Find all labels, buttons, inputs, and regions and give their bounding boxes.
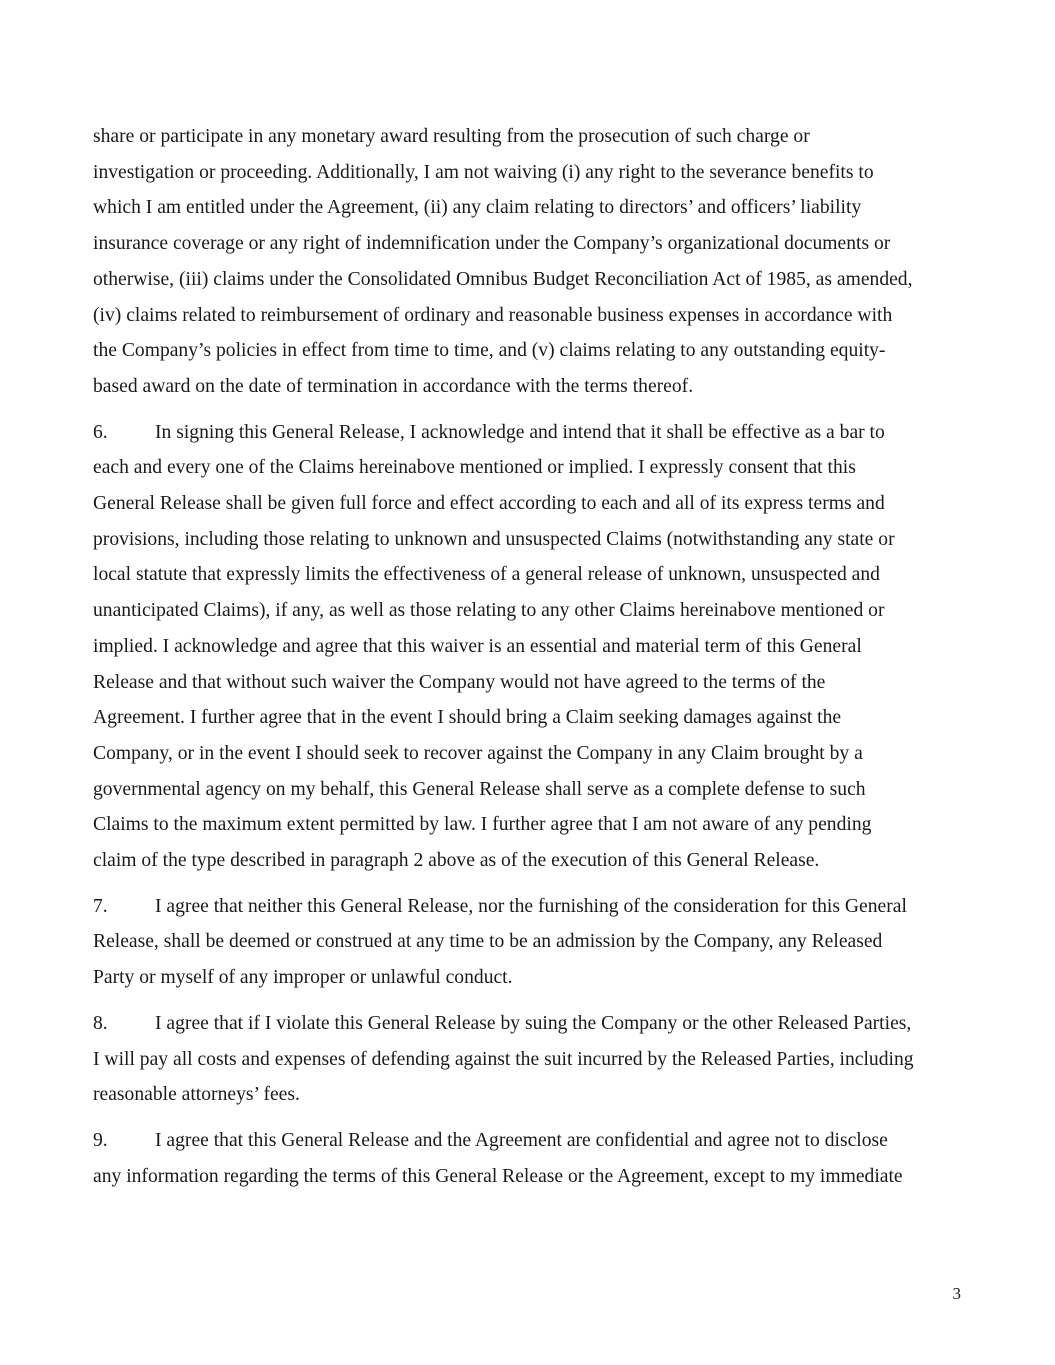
text-line-content: I agree that this General Release and the Agreement are confidential and agree not to disclose (155, 1129, 888, 1151)
text-line (93, 1006, 965, 1042)
text-line: investigation or proceeding. Additionally, I am not waiving (i) any right to the severance benefits to (93, 161, 874, 183)
text-line-content: I agree that neither this General Release, nor the furnishing of the consideration for this General (155, 895, 907, 917)
text-line: based award on the date of termination in accordance with the terms thereof. (93, 375, 694, 397)
text-line (93, 415, 965, 451)
text-line: the Company’s policies in effect from time to time, and (v) claims relating to any outstanding equity- (93, 340, 886, 362)
text-line: Agreement. I further agree that in the event I should bring a Claim seeking damages against the (93, 707, 842, 729)
paragraph-number: 7. (93, 895, 108, 917)
text-line: implied. I acknowledge and agree that this waiver is an essential and material term of this General (93, 635, 862, 657)
text-line: governmental agency on my behalf, this General Release shall serve as a complete defense to such (93, 778, 866, 800)
text-line: Company, or in the event I should seek to recover against the Company in any Claim brought by a (93, 742, 863, 764)
page-number: 3 (952, 1284, 961, 1303)
text-line (93, 1123, 965, 1159)
text-line: Release and that without such waiver the Company would not have agreed to the terms of the (93, 671, 826, 693)
text-line: insurance coverage or any right of indemnification under the Company’s organizational documents or (93, 233, 891, 255)
text-line: reasonable attorneys’ fees. (93, 1084, 300, 1106)
text-line: General Release shall be given full force and effect according to each and all of its express terms and (93, 493, 885, 515)
paragraph-number: 9. (93, 1129, 108, 1151)
text-line-content: I agree that if I violate this General Release by suing the Company or the other Released Parties, (155, 1012, 912, 1034)
text-line: local statute that expressly limits the effectiveness of a general release of unknown, unsuspected and (93, 564, 880, 586)
text-line: share or participate in any monetary award resulting from the prosecution of such charge or (93, 126, 810, 147)
text-line-content: In signing this General Release, I acknowledge and intend that it shall be effective as a bar to (155, 421, 885, 443)
text-line: unanticipated Claims), if any, as well as those relating to any other Claims hereinabove mentioned or (93, 600, 885, 622)
paragraph-8 (93, 1006, 965, 1113)
text-line: otherwise, (iii) claims under the Consolidated Omnibus Budget Reconciliation Act of 1985, as amended, (93, 268, 913, 290)
paragraph-6 (93, 415, 965, 879)
paragraph-number: 6. (93, 421, 108, 443)
text-line: provisions, including those relating to unknown and unsuspected Claims (notwithstanding any state or (93, 528, 895, 550)
text-line: Claims to the maximum extent permitted by law. I further agree that I am not aware of any pending (93, 814, 872, 836)
text-line: which I am entitled under the Agreement, (ii) any claim relating to directors’ and officers’ liability (93, 197, 862, 219)
text-line: (iv) claims related to reimbursement of ordinary and reasonable business expenses in accordance with (93, 304, 893, 326)
text-line: claim of the type described in paragraph 2 above as of the execution of this General Release. (93, 850, 820, 872)
document-body (93, 119, 965, 1204)
paragraph-number: 8. (93, 1012, 108, 1034)
paragraph-5-continuation (93, 119, 965, 405)
paragraph-9 (93, 1123, 965, 1194)
text-line: Party or myself of any improper or unlawful conduct. (93, 967, 513, 989)
text-line: each and every one of the Claims hereinabove mentioned or implied. I expressly consent that this (93, 457, 856, 479)
text-line: any information regarding the terms of this General Release or the Agreement, except to my immediate (93, 1165, 903, 1187)
text-line: Release, shall be deemed or construed at any time to be an admission by the Company, any Released (93, 931, 883, 953)
text-line (93, 889, 965, 925)
paragraph-7 (93, 889, 965, 996)
text-line: I will pay all costs and expenses of defending against the suit incurred by the Released Parties, including (93, 1048, 914, 1070)
